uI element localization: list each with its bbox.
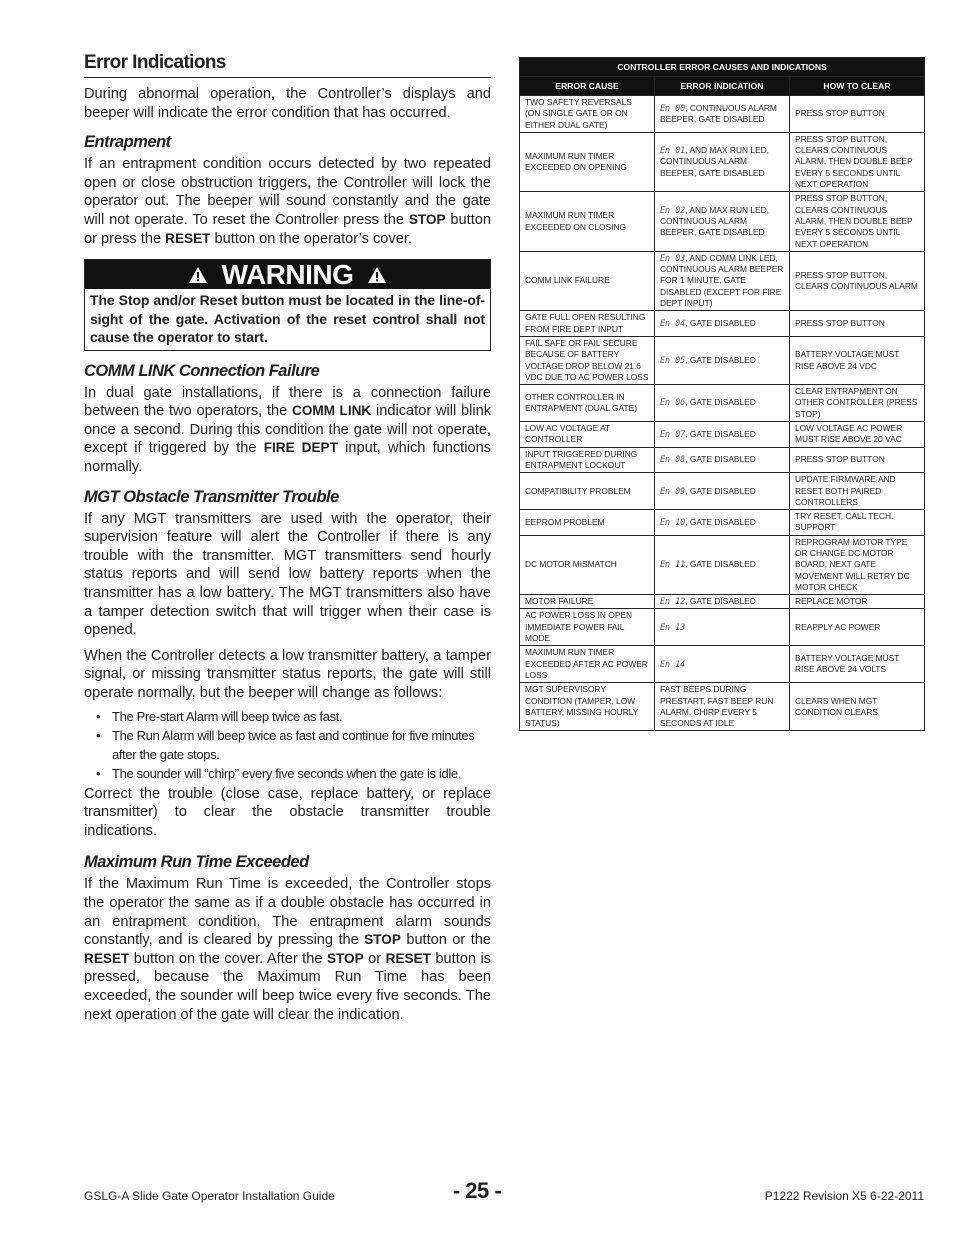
stop-keyword: STOP (364, 932, 401, 948)
table-row (520, 251, 925, 310)
table-body (520, 96, 925, 731)
how-to-clear-cell: REAPPLY AC POWER (790, 609, 925, 646)
error-cause-cell: EEPROM PROBLEM (520, 510, 655, 536)
error-indication-text: , GATE DISABLED (685, 596, 756, 607)
list-item: • The sounder will “chirp” every five seconds when the gate is idle. (84, 764, 491, 783)
error-indication-text: , GATE DISABLED (685, 516, 756, 527)
text-run: indicator will blink once a second. During this condition the gate will not operate, except if triggered by the (84, 403, 491, 457)
error-cause-cell: GATE FULL OPEN RESULTING FROM FIRE DEPT INPUT (520, 311, 655, 337)
how-to-clear-cell: PRESS STOP BUTTON (790, 311, 925, 337)
mgt-paragraph-2: When the Controller detects a low transmitter battery, a tamper signal, or missing transmitter status reports, the gate will still operate normally, but the beeper will change as follows: (84, 647, 491, 701)
table-row (520, 609, 925, 646)
fire-dept-keyword: FIRE DEPT (263, 440, 338, 456)
error-code: En 01 (660, 145, 686, 156)
warning-box (84, 259, 491, 351)
table-row (520, 96, 925, 133)
how-to-clear-cell: PRESS STOP BUTTON, CLEARS CONTINUOUS ALARM, THEN DOUBLE BEEP EVERY 5 SECONDS UNTIL NEXT OPERATION (790, 192, 925, 251)
error-indication-text: FAST BEEPS DURING PRESTART, FAST BEEP RUN ALARM, CHIRP EVERY 5 SECONDS AT IDLE (660, 684, 774, 729)
error-cause-cell: MAXIMUM RUN TIMER EXCEEDED AFTER AC POWER LOSS (520, 646, 655, 683)
error-code: En 09 (660, 485, 686, 496)
table-row (520, 683, 925, 731)
error-cause-cell: AC POWER LOSS IN OPEN IMMEDIATE POWER FAIL MODE (520, 609, 655, 646)
error-indication-text: , GATE DISABLED (685, 454, 756, 465)
error-code: En 02 (660, 204, 686, 215)
how-to-clear-cell: TRY RESET, CALL TECH. SUPPORT (790, 510, 925, 536)
error-code: En 08 (660, 454, 686, 465)
how-to-clear-cell: LOW VOLTAGE AC POWER MUST RISE ABOVE 20 VAC (790, 422, 925, 448)
error-indication-cell (655, 447, 790, 473)
error-indication-text: , AND MAX RUN LED, CONTINUOUS ALARM BEEPER, GATE DISABLED (660, 204, 769, 238)
error-indication-text: , GATE DISABLED (685, 428, 756, 439)
error-cause-cell: MGT SUPERVISORY CONDITION (TAMPER, LOW BATTERY, MISSING HOURLY STATUS) (520, 683, 655, 731)
error-indication-cell (655, 535, 790, 594)
error-indication-text: , AND MAX RUN LED, CONTINUOUS ALARM BEEPER, GATE DISABLED (660, 145, 769, 178)
table-title-row (520, 58, 925, 77)
max-run-heading: Maximum Run Time Exceeded (84, 853, 309, 872)
error-cause-cell: OTHER CONTROLLER IN ENTRAPMENT (DUAL GATE) (520, 385, 655, 422)
error-indication-text: , AND COMM LINK LED, CONTINUOUS ALARM BEEPER FOR 1 MINUTE, GATE DISABLED (EXCEPT FOR FIRE DEPT INPUT) (660, 252, 784, 309)
column-header-clear: HOW TO CLEAR (790, 77, 925, 96)
warning-header (85, 260, 490, 289)
how-to-clear-cell: PRESS STOP BUTTON (790, 96, 925, 133)
table-row (520, 192, 925, 251)
error-indication-text: , GATE DISABLED (685, 559, 756, 570)
text-run: button on the operator’s cover. (210, 230, 412, 247)
error-cause-cell: DC MOTOR MISMATCH (520, 535, 655, 594)
comm-link-keyword: COMM LINK (292, 403, 372, 419)
error-cause-cell: MAXIMUM RUN TIMER EXCEEDED ON OPENING (520, 132, 655, 191)
how-to-clear-cell: CLEAR ENTRAPMENT ON OTHER CONTROLLER (PRESS STOP) (790, 385, 925, 422)
text-run: In dual gate installations, if there is a connection failure between the two operators, the (84, 384, 491, 420)
stop-keyword: STOP (326, 950, 364, 966)
error-indication-cell (655, 192, 790, 251)
table-row (520, 646, 925, 683)
how-to-clear-cell: BATTERY VOLTAGE MUST RISE ABOVE 24 VDC (790, 336, 925, 384)
table-row (520, 510, 925, 536)
table-row (520, 336, 925, 384)
how-to-clear-cell: REPLACE MOTOR (790, 595, 925, 609)
error-cause-cell: FAIL SAFE OR FAIL SECURE BECAUSE OF BATTERY VOLTAGE DROP BELOW 21.6 VDC DUE TO AC POWER LOSS (520, 336, 655, 384)
table-row (520, 132, 925, 191)
text-run: If an entrapment condition occurs detected by two repeated open or close obstruction triggers, the Controller will lock the operator out. The beeper will sound constantly and the gate will not operate. To reset the Controller press the (84, 156, 491, 228)
mgt-paragraph-1: If any MGT transmitters are used with the operator, their supervision feature will alert the Controller if there is any trouble with the transmitter. MGT transmitters send hourly status reports and will send low battery reports when the transmitter has a low battery. The MGT transmitters also have a tamper detection switch that will trigger when their case is opened. (84, 510, 491, 639)
how-to-clear-cell: BATTERY VOLTAGE MUST RISE ABOVE 24 VOLTS (790, 646, 925, 683)
list-item: • The Pre-start Alarm will beep twice as fast. (84, 707, 491, 726)
warning-text: The Stop and/or Reset button must be located in the line-of-sight of the gate. Activation of the reset control shall not cause the operator to start. (90, 292, 485, 346)
mgt-paragraph-3: Correct the trouble (close case, replace battery, or replace transmitter) to clear the obstacle transmitter trouble indications. (84, 785, 491, 839)
entrapment-heading: Entrapment (84, 133, 171, 152)
error-indication-cell (655, 251, 790, 310)
how-to-clear-cell: UPDATE FIRMWARE AND RESET BOTH PAIRED CONTROLLERS (790, 473, 925, 510)
error-code: En 05 (660, 354, 686, 365)
entrapment-paragraph (84, 155, 491, 248)
column-header-indication: ERROR INDICATION (655, 77, 790, 96)
error-table (519, 57, 925, 731)
footer-revision: P1222 Revision X5 6-22-2011 (764, 1189, 924, 1203)
error-cause-cell: TWO SAFETY REVERSALS (ON SINGLE GATE OR ON EITHER DUAL GATE) (520, 96, 655, 133)
how-to-clear-cell: PRESS STOP BUTTON, CLEARS CONTINUOUS ALARM (790, 251, 925, 310)
reset-keyword: RESET (165, 230, 211, 246)
reset-keyword: RESET (84, 950, 130, 966)
how-to-clear-cell: REPROGRAM MOTOR TYPE OR CHANGE DC MOTOR BOARD, NEXT GATE MOVEMENT WILL RETRY DC MOTOR CHECK (790, 535, 925, 594)
error-code: En 10 (660, 516, 686, 527)
error-code: En 00 (660, 102, 686, 113)
table-row (520, 595, 925, 609)
table-row (520, 422, 925, 448)
page-number: - 25 - (452, 1178, 502, 1203)
footer-title: GSLG-A Slide Gate Operator Installation Guide (84, 1189, 335, 1203)
error-indication-cell (655, 385, 790, 422)
error-indication-cell (655, 336, 790, 384)
text-run: button is pressed, because the Maximum Run Time has been exceeded, the sounder will beep twice every five seconds. The next operation of the gate will clear the indication. (84, 950, 492, 1023)
error-code: En 11 (660, 559, 686, 570)
error-cause-cell: MOTOR FAILURE (520, 595, 655, 609)
mgt-bullet-list (84, 707, 491, 783)
how-to-clear-cell: PRESS STOP BUTTON, CLEARS CONTINUOUS ALARM, THEN DOUBLE BEEP EVERY 5 SECONDS UNTIL NEXT OPERATION (790, 132, 925, 191)
left-column (84, 52, 491, 1024)
error-code: En 06 (660, 397, 686, 408)
table-row (520, 535, 925, 594)
error-code: En 04 (660, 317, 686, 328)
table-row (520, 473, 925, 510)
table-row (520, 311, 925, 337)
comm-link-paragraph (84, 384, 491, 477)
max-run-paragraph (84, 875, 491, 1024)
error-indication-text: , GATE DISABLED (685, 354, 756, 365)
intro-paragraph: During abnormal operation, the Controller’s displays and beeper will indicate the error condition that has occurred. (84, 86, 491, 121)
error-indication-cell (655, 595, 790, 609)
error-indication-cell (655, 132, 790, 191)
text-run: button or press the (84, 211, 491, 247)
text-run: input, which functions normally. (84, 440, 491, 476)
error-indication-cell (655, 510, 790, 536)
error-indication-text: , GATE DISABLED (685, 485, 756, 496)
error-code: En 13 (660, 621, 686, 632)
error-indication-cell (655, 422, 790, 448)
mgt-heading: MGT Obstacle Transmitter Trouble (84, 487, 339, 506)
error-cause-cell: MAXIMUM RUN TIMER EXCEEDED ON CLOSING (520, 192, 655, 251)
error-code: En 03 (660, 252, 686, 263)
table-header-row (520, 77, 925, 96)
stop-keyword: STOP (408, 211, 446, 227)
section-heading: Error Indications (84, 52, 491, 78)
text-run: button on the cover. After the (129, 950, 327, 967)
error-indication-cell (655, 473, 790, 510)
text-run: If the Maximum Run Time is exceeded, the Controller stops the operator the same as if a double obstacle has occurred in an entrapment condition. The entrapment alarm sounds constantly, and is cleared by pressing the (84, 876, 491, 949)
how-to-clear-cell: PRESS STOP BUTTON (790, 447, 925, 473)
error-indication-cell (655, 683, 790, 731)
error-cause-cell: LOW AC VOLTAGE AT CONTROLLER (520, 422, 655, 448)
column-header-cause: ERROR CAUSE (520, 77, 655, 96)
how-to-clear-cell: CLEARS WHEN MGT CONDITION CLEARS (790, 683, 925, 731)
error-indication-text: , GATE DISABLED (685, 397, 756, 408)
warning-triangle-icon (188, 266, 208, 284)
error-indication-text: , CONTINUOUS ALARM BEEPER, GATE DISABLED (660, 102, 777, 124)
table-row (520, 385, 925, 422)
error-table-container (519, 57, 925, 731)
error-code: En 14 (660, 658, 686, 669)
error-indication-cell (655, 646, 790, 683)
text-run: button or the (400, 932, 491, 949)
warning-triangle-icon (367, 266, 387, 284)
table-title: CONTROLLER ERROR CAUSES AND INDICATIONS (520, 58, 925, 77)
warning-title: WARNING (221, 258, 354, 290)
error-code: En 12 (660, 596, 686, 607)
comm-link-heading: COMM LINK Connection Failure (84, 361, 320, 380)
table-row (520, 447, 925, 473)
list-item: • The Run Alarm will beep twice as fast and continue for five minutes after the gate stops. (84, 726, 491, 764)
error-cause-cell: INPUT TRIGGERED DURING ENTRAPMENT LOCKOUT (520, 447, 655, 473)
error-cause-cell: COMPATIBILITY PROBLEM (520, 473, 655, 510)
error-cause-cell: COMM LINK FAILURE (520, 251, 655, 310)
reset-keyword: RESET (385, 950, 431, 966)
error-indication-text: , GATE DISABLED (685, 317, 756, 328)
error-indication-cell (655, 311, 790, 337)
text-run: or (363, 950, 386, 967)
error-indication-cell (655, 96, 790, 133)
error-indication-cell (655, 609, 790, 646)
error-code: En 07 (660, 428, 686, 439)
